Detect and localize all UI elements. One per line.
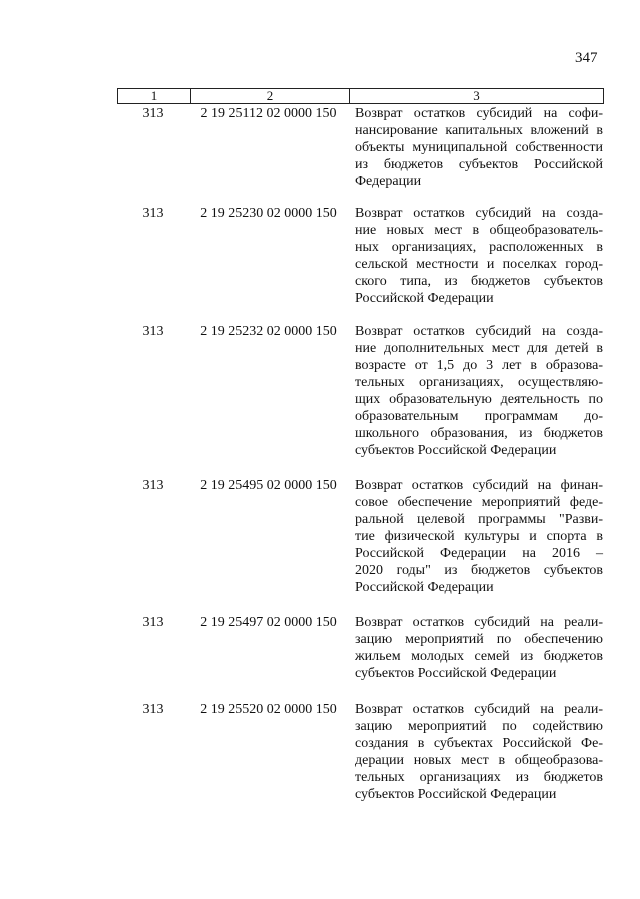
description-line: зацию мероприятий по обеспечению bbox=[355, 632, 603, 647]
description-line: зацию мероприятий по содействию bbox=[355, 719, 603, 734]
page-number: 347 bbox=[575, 50, 598, 66]
description-line: тельных организациях из бюджетов bbox=[355, 770, 603, 785]
description-line: Российской Федерации bbox=[355, 291, 494, 306]
description-line: жильем молодых семей из бюджетов bbox=[355, 649, 603, 664]
row-description bbox=[355, 105, 603, 190]
description-line: тие физической культуры и спорта в bbox=[355, 529, 603, 544]
description-line: субъектов Российской Федерации bbox=[355, 443, 557, 458]
description-line: Российской Федерации на 2016 – bbox=[355, 546, 603, 561]
description-line: тельных организациях, осуществляю- bbox=[355, 375, 603, 390]
description-line: Возврат остатков субсидий на реали- bbox=[355, 702, 603, 717]
description-line: создания в субъектах Российской Фе- bbox=[355, 736, 603, 751]
kbk-code: 2 19 25497 02 0000 150 bbox=[200, 615, 337, 630]
description-line: дерации новых мест в общеобразова- bbox=[355, 753, 603, 768]
row-description bbox=[355, 701, 603, 803]
row-description bbox=[355, 614, 603, 682]
kbk-code: 2 19 25495 02 0000 150 bbox=[200, 478, 337, 493]
description-line: совое обеспечение мероприятий феде- bbox=[355, 495, 603, 510]
description-line: субъектов Российской Федерации bbox=[355, 787, 557, 802]
table-header bbox=[117, 88, 604, 104]
row-description bbox=[355, 323, 603, 459]
description-line: ние дополнительных мест для детей в bbox=[355, 341, 603, 356]
description-line: школьного образования, из бюджетов bbox=[355, 426, 603, 441]
description-line: ральной целевой программы "Разви- bbox=[355, 512, 603, 527]
description-line: Возврат остатков субсидий на созда- bbox=[355, 206, 603, 221]
budget-code: 313 bbox=[142, 615, 164, 630]
row-description bbox=[355, 477, 603, 596]
budget-code: 313 bbox=[142, 206, 164, 221]
budget-code: 313 bbox=[142, 324, 164, 339]
description-line: 2020 годы" из бюджетов субъектов bbox=[355, 563, 603, 578]
description-line: субъектов Российской Федерации bbox=[355, 666, 557, 681]
header-col-1: 1 bbox=[118, 89, 191, 104]
description-line: ние новых мест в общеобразователь- bbox=[355, 223, 603, 238]
kbk-code: 2 19 25230 02 0000 150 bbox=[200, 206, 337, 221]
description-line: Федерации bbox=[355, 174, 422, 189]
header-col-3: 3 bbox=[350, 89, 604, 104]
row-description bbox=[355, 205, 603, 307]
description-line: образовательным программам до- bbox=[355, 409, 603, 424]
header-col-2: 2 bbox=[191, 89, 350, 104]
kbk-code: 2 19 25232 02 0000 150 bbox=[200, 324, 337, 339]
description-line: ных организациях, расположенных в bbox=[355, 240, 603, 255]
description-line: нансирование капитальных вложений в bbox=[355, 123, 603, 138]
description-line: Возврат остатков субсидий на софи- bbox=[355, 106, 603, 121]
description-line: объекты муниципальной собственности bbox=[355, 140, 603, 155]
description-line: Возврат остатков субсидий на реали- bbox=[355, 615, 603, 630]
budget-code: 313 bbox=[142, 478, 164, 493]
description-line: возрасте от 1,5 до 3 лет в образова- bbox=[355, 358, 603, 373]
budget-code: 313 bbox=[142, 106, 164, 121]
description-line: Возврат остатков субсидий на созда- bbox=[355, 324, 603, 339]
budget-code: 313 bbox=[142, 702, 164, 717]
description-line: ского типа, из бюджетов субъектов bbox=[355, 274, 603, 289]
description-line: Российской Федерации bbox=[355, 580, 494, 595]
kbk-code: 2 19 25520 02 0000 150 bbox=[200, 702, 337, 717]
description-line: щих образовательную деятельность по bbox=[355, 392, 603, 407]
description-line: сельской местности и поселках город- bbox=[355, 257, 603, 272]
description-line: из бюджетов субъектов Российской bbox=[355, 157, 603, 172]
kbk-code: 2 19 25112 02 0000 150 bbox=[200, 106, 337, 121]
description-line: Возврат остатков субсидий на финан- bbox=[355, 478, 603, 493]
